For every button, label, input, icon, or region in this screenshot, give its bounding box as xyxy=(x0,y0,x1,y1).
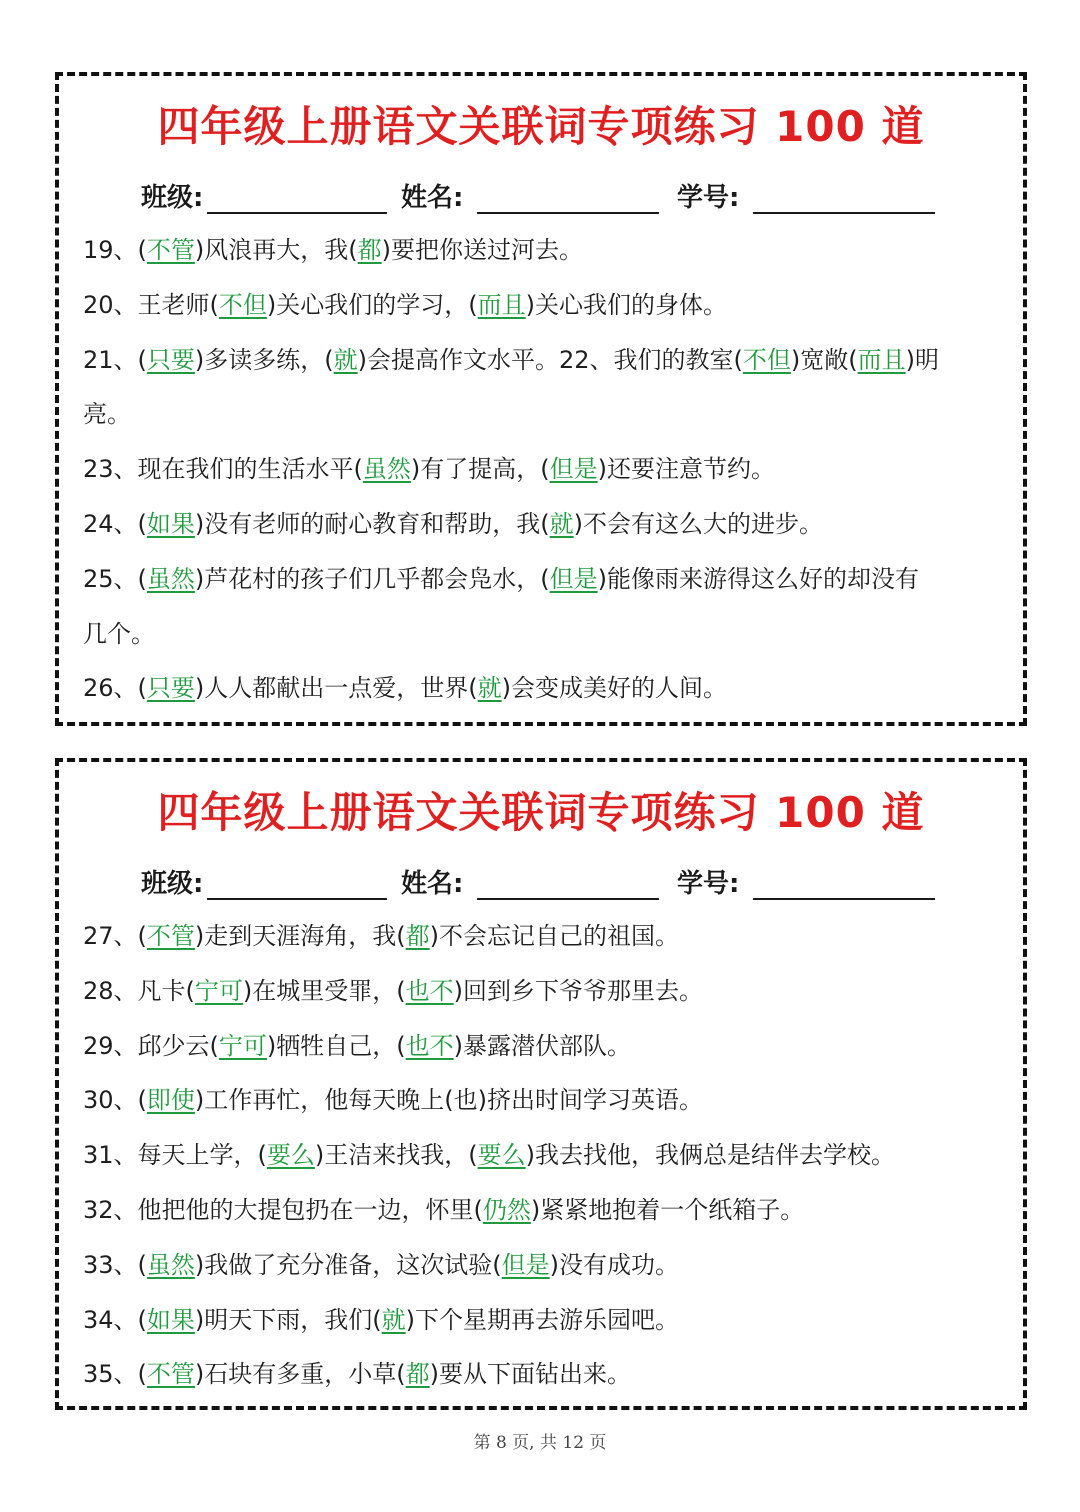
question-text: )石块有多重，小草( xyxy=(194,1360,406,1389)
answer-word: 要么 xyxy=(477,1141,526,1170)
question-text: )会变成美好的人间。 xyxy=(501,674,728,703)
question-text: )关心我们的身体。 xyxy=(525,290,728,319)
name-field xyxy=(401,174,659,214)
question-line xyxy=(83,969,1003,1024)
name-label: 姓名: xyxy=(401,183,464,213)
answer-word: 都 xyxy=(405,1360,430,1389)
question-text: )人人都献出一点爱，世界( xyxy=(194,674,478,703)
question-text: )要把你送过河去。 xyxy=(381,236,584,264)
question-text: )风浪再大，我( xyxy=(194,236,358,264)
answer-word: 就 xyxy=(333,345,358,374)
answer-word: 就 xyxy=(549,509,574,538)
question-text: )宽敞( xyxy=(790,345,858,374)
question-text: )我去找他，我俩总是结伴去学校。 xyxy=(525,1141,896,1170)
question-line xyxy=(83,612,1003,667)
question-line xyxy=(83,557,1003,612)
question-text: )在城里受罪，( xyxy=(242,976,406,1005)
question-text: )王洁来找我，( xyxy=(314,1141,478,1170)
question-text: 25、( xyxy=(83,564,147,593)
answer-word: 宁可 xyxy=(218,1031,267,1060)
class-blank xyxy=(207,184,387,214)
question-text: 27、( xyxy=(83,922,147,950)
question-text: 几个。 xyxy=(83,619,155,648)
answer-word: 就 xyxy=(381,1305,406,1334)
name-label: 姓名: xyxy=(401,869,464,899)
question-text: )不会忘记自己的祖国。 xyxy=(429,922,680,950)
worksheet-2 xyxy=(55,758,1027,1410)
worksheet-title: 四年级上册语文关联词专项练习 100 道 xyxy=(157,102,925,151)
question-line xyxy=(83,914,1003,969)
question-list xyxy=(83,228,1003,721)
question-line xyxy=(83,338,1003,393)
question-text: 亮。 xyxy=(83,400,131,429)
question-text: 31、每天上学，( xyxy=(83,1141,267,1170)
answer-word: 宁可 xyxy=(194,976,243,1005)
name-field xyxy=(401,860,659,900)
name-blank xyxy=(477,184,659,214)
answer-word: 只要 xyxy=(146,345,195,374)
question-list xyxy=(83,914,1003,1407)
worksheet-1 xyxy=(55,72,1027,726)
question-text: )紧紧地抱着一个纸箱子。 xyxy=(530,1195,805,1224)
answer-word: 如果 xyxy=(146,509,195,538)
question-line xyxy=(83,666,1003,721)
question-text: 35、( xyxy=(83,1360,147,1389)
answer-word: 虽然 xyxy=(146,564,195,593)
question-text: )芦花村的孩子们几乎都会凫水，( xyxy=(194,564,550,593)
question-text: )回到乡下爷爷那里去。 xyxy=(453,976,704,1005)
question-line xyxy=(83,1078,1003,1133)
question-text: )下个星期再去游乐园吧。 xyxy=(405,1305,680,1334)
answer-word: 不但 xyxy=(218,290,267,319)
answer-word: 虽然 xyxy=(146,1250,195,1279)
question-text: )明天下雨，我们( xyxy=(194,1305,382,1334)
class-label: 班级: xyxy=(141,869,204,899)
answer-word: 不管 xyxy=(146,1360,195,1389)
class-label: 班级: xyxy=(141,183,204,213)
question-text: 33、( xyxy=(83,1250,147,1279)
question-line xyxy=(83,228,1003,283)
question-text: 28、凡卡( xyxy=(83,976,195,1005)
answer-word: 不管 xyxy=(146,236,195,264)
student-info-row xyxy=(141,174,961,214)
page-number-footer: 第 8 页, 共 12 页 xyxy=(473,1433,607,1453)
answer-word: 而且 xyxy=(857,345,906,374)
question-line xyxy=(83,1243,1003,1298)
question-line xyxy=(83,1024,1003,1079)
question-text: )工作再忙，他每天晚上(也)挤出时间学习英语。 xyxy=(194,1086,703,1115)
question-text: 32、他把他的大提包扔在一边，怀里( xyxy=(83,1195,483,1224)
student-id-field xyxy=(677,860,935,900)
class-field xyxy=(141,174,387,214)
question-text: )有了提高，( xyxy=(410,455,550,484)
answer-word: 但是 xyxy=(549,455,598,484)
answer-word: 仍然 xyxy=(482,1195,531,1224)
question-text: )明 xyxy=(905,345,940,374)
question-text: 23、现在我们的生活水平( xyxy=(83,455,363,484)
student-id-field xyxy=(677,174,935,214)
answer-word: 只要 xyxy=(146,674,195,703)
question-text: )要从下面钻出来。 xyxy=(429,1360,632,1389)
question-text: 29、邱少云( xyxy=(83,1031,219,1060)
student-info-row xyxy=(141,860,961,900)
question-text: 26、( xyxy=(83,674,147,703)
student-id-label: 学号: xyxy=(677,869,740,899)
question-line xyxy=(83,1133,1003,1188)
name-blank xyxy=(477,870,659,900)
question-text: 30、( xyxy=(83,1086,147,1115)
question-line xyxy=(83,283,1003,338)
question-text: )没有老师的耐心教育和帮助，我( xyxy=(194,509,550,538)
answer-word: 不但 xyxy=(742,345,791,374)
question-text: )没有成功。 xyxy=(549,1250,680,1279)
answer-word: 但是 xyxy=(501,1250,550,1279)
answer-word: 即使 xyxy=(146,1086,195,1115)
answer-word: 但是 xyxy=(549,564,598,593)
question-text: 24、( xyxy=(83,509,147,538)
answer-word: 也不 xyxy=(405,1031,454,1060)
question-text: 34、( xyxy=(83,1305,147,1334)
answer-word: 不管 xyxy=(146,922,195,950)
answer-word: 也不 xyxy=(405,976,454,1005)
question-text: )关心我们的学习，( xyxy=(266,290,478,319)
answer-word: 虽然 xyxy=(362,455,411,484)
question-line xyxy=(83,392,1003,447)
question-text: )我做了充分准备，这次试验( xyxy=(194,1250,502,1279)
answer-word: 如果 xyxy=(146,1305,195,1334)
question-text: 19、( xyxy=(83,236,147,264)
answer-word: 都 xyxy=(357,236,382,264)
question-text: )能像雨来游得这么好的却没有 xyxy=(597,564,920,593)
question-text: )会提高作文水平。22、我们的教室( xyxy=(357,345,743,374)
question-text: 20、王老师( xyxy=(83,290,219,319)
question-text: )暴露潜伏部队。 xyxy=(453,1031,632,1060)
question-text: )不会有这么大的进步。 xyxy=(573,509,824,538)
student-id-blank xyxy=(753,870,935,900)
answer-word: 就 xyxy=(477,674,502,703)
question-line xyxy=(83,1352,1003,1407)
question-text: )牺牲自己，( xyxy=(266,1031,406,1060)
answer-word: 都 xyxy=(405,922,430,950)
class-field xyxy=(141,860,387,900)
answer-word: 而且 xyxy=(477,290,526,319)
student-id-label: 学号: xyxy=(677,183,740,213)
question-text: )多读多练，( xyxy=(194,345,334,374)
question-line xyxy=(83,447,1003,502)
worksheet-title: 四年级上册语文关联词专项练习 100 道 xyxy=(157,788,925,837)
question-line xyxy=(83,1298,1003,1353)
answer-word: 要么 xyxy=(266,1141,315,1170)
question-text: )还要注意节约。 xyxy=(597,455,776,484)
question-text: )走到天涯海角，我( xyxy=(194,922,406,950)
student-id-blank xyxy=(753,184,935,214)
question-line xyxy=(83,1188,1003,1243)
question-line xyxy=(83,502,1003,557)
question-text: 21、( xyxy=(83,345,147,374)
class-blank xyxy=(207,870,387,900)
